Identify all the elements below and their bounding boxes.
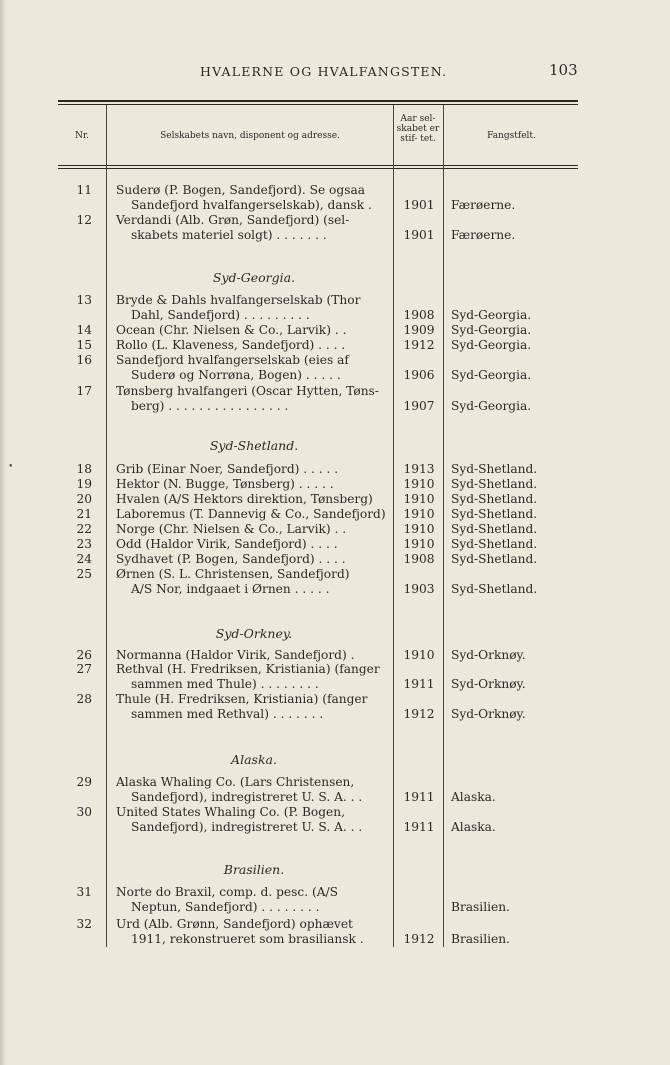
margin-mark: • — [8, 462, 14, 472]
entry-number: 23 — [76, 537, 92, 551]
company-description-line: sammen med Rethval) . . . . . . . — [131, 707, 324, 721]
header-bottom-rule — [58, 165, 578, 166]
company-description-line: Hvalen (A/S Hektors direktion, Tønsberg) — [116, 492, 373, 506]
section-title: Syd-Georgia. — [212, 270, 296, 285]
founded-year: 1913 — [403, 462, 435, 476]
whaling-field: Alaska. — [451, 790, 496, 804]
column-divider — [106, 105, 107, 947]
entry-number: 14 — [76, 323, 92, 337]
company-description-line: Sydhavet (P. Bogen, Sandefjord) . . . . — [116, 552, 346, 566]
founded-year: 1910 — [403, 492, 435, 506]
founded-year: 1910 — [403, 477, 435, 491]
whaling-field: Brasilien. — [451, 900, 510, 914]
company-description-line: United States Whaling Co. (P. Bogen, — [116, 805, 345, 819]
header-bottom-rule-thin — [58, 168, 578, 169]
company-description-line: 1911, rekonstrueret som brasiliansk . — [131, 932, 364, 946]
entry-number: 13 — [76, 293, 92, 307]
company-description-line: Ørnen (S. L. Christensen, Sandefjord) — [116, 567, 350, 581]
company-description-line: Sandefjord), indregistreret U. S. A. . . — [131, 820, 363, 834]
table-top-rule — [58, 100, 578, 102]
company-description-line: Alaska Whaling Co. (Lars Christensen, — [116, 775, 355, 789]
whaling-field: Syd-Shetland. — [451, 522, 538, 536]
company-description-line: Urd (Alb. Grønn, Sandefjord) ophævet — [116, 917, 353, 931]
entry-number: 27 — [76, 662, 92, 676]
section-title: Brasilien. — [223, 862, 285, 877]
company-description-line: sammen med Thule) . . . . . . . . — [131, 677, 319, 691]
entry-number: 17 — [76, 384, 92, 398]
whaling-field: Syd-Shetland. — [451, 582, 538, 596]
founded-year: 1912 — [403, 707, 435, 721]
company-description-line: Thule (H. Fredriksen, Kristiania) (fanger — [116, 692, 368, 706]
company-description-line: Sandefjord hvalfangerselskab (eies af — [116, 353, 349, 367]
company-description-line: Suderø og Norrøna, Bogen) . . . . . — [131, 368, 341, 382]
entry-number: 11 — [76, 183, 92, 197]
founded-year: 1901 — [403, 228, 435, 242]
entry-number: 15 — [76, 338, 92, 352]
founded-year: 1906 — [403, 368, 435, 382]
founded-year: 1912 — [403, 932, 435, 946]
section-title: Syd-Shetland. — [209, 438, 299, 453]
whaling-field: Alaska. — [451, 820, 496, 834]
entry-number: 19 — [76, 477, 92, 491]
column-header-company: Selskabets navn, disponent og adresse. — [160, 131, 340, 141]
company-description-line: Grib (Einar Noer, Sandefjord) . . . . . — [116, 462, 339, 476]
company-description-line: Dahl, Sandefjord) . . . . . . . . . — [131, 308, 310, 322]
entry-number: 16 — [76, 353, 92, 367]
founded-year: 1910 — [403, 537, 435, 551]
founded-year: 1909 — [403, 323, 435, 337]
whaling-field: Syd-Georgia. — [451, 308, 532, 322]
founded-year: 1911 — [403, 820, 435, 834]
founded-year: 1901 — [403, 198, 435, 212]
company-description-line: Verdandi (Alb. Grøn, Sandefjord) (sel- — [116, 213, 350, 227]
founded-year: 1908 — [403, 308, 435, 322]
whaling-field: Syd-Georgia. — [451, 399, 532, 413]
entry-number: 28 — [76, 692, 92, 706]
company-description-line: Ocean (Chr. Nielsen & Co., Larvik) . . — [116, 323, 347, 337]
whaling-field: Syd-Orknøy. — [451, 648, 526, 662]
company-description-line: Rollo (L. Klaveness, Sandefjord) . . . . — [116, 338, 346, 352]
company-description-line: Neptun, Sandefjord) . . . . . . . . — [131, 900, 320, 914]
company-description-line: Sandefjord), indregistreret U. S. A. . . — [131, 790, 363, 804]
entry-number: 25 — [76, 567, 92, 581]
company-description-line: Norte do Braxil, comp. d. pesc. (A/S — [116, 885, 338, 899]
entry-number: 18 — [76, 462, 92, 476]
whaling-field: Syd-Orknøy. — [451, 677, 526, 691]
running-title: HVALERNE OG HVALFANGSTEN. — [200, 64, 448, 79]
company-description-line: Rethval (H. Fredriksen, Kristiania) (fanger — [116, 662, 380, 676]
company-description-line: A/S Nor, indgaaet i Ørnen . . . . . — [131, 582, 330, 596]
whaling-field: Syd-Georgia. — [451, 338, 532, 352]
whaling-field: Syd-Shetland. — [451, 537, 538, 551]
founded-year: 1903 — [403, 582, 435, 596]
whaling-field: Syd-Shetland. — [451, 507, 538, 521]
company-description-line: Odd (Haldor Virik, Sandefjord) . . . . — [116, 537, 338, 551]
whaling-field: Syd-Shetland. — [451, 492, 538, 506]
company-description-line: Norge (Chr. Nielsen & Co., Larvik) . . — [116, 522, 347, 536]
founded-year: 1910 — [403, 507, 435, 521]
column-header-field: Fangstfelt. — [487, 131, 536, 141]
entry-number: 20 — [76, 492, 92, 506]
company-description-line: Normanna (Haldor Virik, Sandefjord) . — [116, 648, 355, 662]
company-description-line: skabets materiel solgt) . . . . . . . — [131, 228, 327, 242]
company-description-line: Suderø (P. Bogen, Sandefjord). Se ogsaa — [116, 183, 365, 197]
column-divider — [443, 105, 444, 947]
entry-number: 31 — [76, 885, 92, 899]
company-description-line: Tønsberg hvalfangeri (Oscar Hytten, Tøns- — [116, 384, 379, 398]
table-top-rule-thin — [58, 104, 578, 105]
column-header-year: Aar sel- skabet er stif- tet. — [396, 114, 440, 144]
section-title: Alaska. — [231, 752, 277, 767]
entry-number: 32 — [76, 917, 92, 931]
whaling-field: Syd-Shetland. — [451, 477, 538, 491]
founded-year: 1910 — [403, 648, 435, 662]
company-description-line: Laboremus (T. Dannevig & Co., Sandefjord) — [116, 507, 386, 521]
founded-year: 1911 — [403, 677, 435, 691]
whaling-field: Syd-Georgia. — [451, 323, 532, 337]
whaling-field: Syd-Orknøy. — [451, 707, 526, 721]
entry-number: 24 — [76, 552, 92, 566]
entry-number: 12 — [76, 213, 92, 227]
whaling-field: Færøerne. — [451, 198, 516, 212]
running-head — [0, 61, 670, 83]
founded-year: 1912 — [403, 338, 435, 352]
column-header-nr: Nr. — [74, 131, 90, 141]
company-description-line: Hektor (N. Bugge, Tønsberg) . . . . . — [116, 477, 334, 491]
company-description-line: berg) . . . . . . . . . . . . . . . . — [131, 399, 289, 413]
entry-number: 30 — [76, 805, 92, 819]
page-edge-shadow — [0, 0, 6, 1065]
founded-year: 1908 — [403, 552, 435, 566]
founded-year: 1907 — [403, 399, 435, 413]
whaling-field: Syd-Shetland. — [451, 552, 538, 566]
entry-number: 26 — [76, 648, 92, 662]
entry-number: 21 — [76, 507, 92, 521]
entry-number: 22 — [76, 522, 92, 536]
section-title: Syd-Orkney. — [215, 626, 293, 641]
founded-year: 1911 — [403, 790, 435, 804]
page-number: 103 — [549, 61, 578, 79]
whaling-field: Syd-Georgia. — [451, 368, 532, 382]
whaling-field: Færøerne. — [451, 228, 516, 242]
whaling-field: Syd-Shetland. — [451, 462, 538, 476]
company-description-line: Bryde & Dahls hvalfangerselskab (Thor — [116, 293, 361, 307]
company-description-line: Sandefjord hvalfangerselskab), dansk . — [131, 198, 372, 212]
entry-number: 29 — [76, 775, 92, 789]
whaling-field: Brasilien. — [451, 932, 510, 946]
founded-year: 1910 — [403, 522, 435, 536]
